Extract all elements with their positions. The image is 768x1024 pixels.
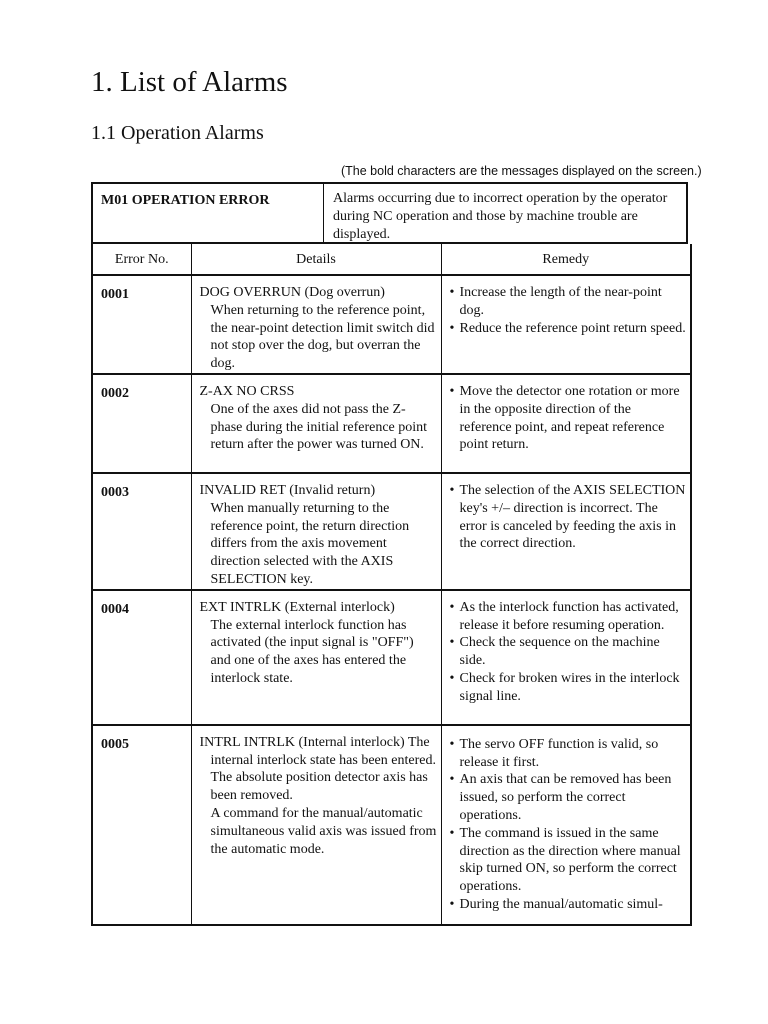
remedy-item: • Increase the length of the near-point dog. [450, 284, 687, 320]
alarm-message: INVALID RET (Invalid return) [199, 482, 376, 498]
error-number: 0002 [92, 374, 191, 473]
alarm-message: EXT INTRLK (External interlock) [199, 599, 395, 615]
alarm-remedy [441, 374, 691, 473]
alarm-message: Z-AX NO CRSS [199, 383, 295, 399]
remedy-item: • Reduce the reference point return speed. [450, 320, 687, 338]
error-number: 0005 [92, 725, 191, 925]
section-title: 1.1 Operation Alarms [91, 122, 264, 144]
alarm-table [91, 244, 692, 926]
alarm-detail-text: When manually returning to the reference point, the return direction differs from the axis movement direction selected with the AXIS SELECTION key. [210, 500, 410, 587]
remedy-item: • An axis that can be removed has been issued, so perform the correct operations. [450, 771, 687, 824]
alarm-details [191, 725, 441, 925]
table-row [92, 374, 691, 473]
alarm-category-code: M01 OPERATION ERROR [93, 184, 324, 242]
table-header-row [92, 244, 691, 275]
alarm-remedy [441, 725, 691, 925]
remedy-item: • Check for broken wires in the interlock signal line. [450, 670, 687, 706]
column-header-remedy: Remedy [441, 244, 691, 275]
remedy-item: • Check the sequence on the machine side. [450, 634, 687, 670]
error-number: 0001 [92, 275, 191, 374]
alarm-detail-text: The absolute position detector axis has been removed. [210, 770, 428, 804]
alarm-details [191, 590, 441, 725]
alarm-message: DOG OVERRUN (Dog overrun) [199, 285, 385, 300]
alarm-detail-text: One of the axes did not pass the Z-phase during the initial reference point return after the power was turned ON. [210, 401, 428, 453]
remedy-item: • The selection of the AXIS SELECTION key's +/– direction is incorrect. The error is canceled by feeding the axis in the correct direction. [450, 482, 687, 553]
remedy-item: • Move the detector one rotation or more in the opposite direction of the reference point, and repeat reference point return. [450, 383, 687, 454]
column-header-error-no: Error No. [92, 244, 191, 275]
alarm-category-description: Alarms occurring due to incorrect operation by the operator during NC operation and those by machine trouble are displayed. [333, 191, 668, 242]
alarm-remedy [441, 473, 691, 590]
alarm-remedy [441, 275, 691, 374]
alarm-detail-text: When returning to the reference point, the near-point detection limit switch did not stop over the dog, but overran the dog. [210, 302, 435, 372]
table-row [92, 473, 691, 590]
alarm-category-header [91, 182, 688, 244]
alarm-remedy [441, 590, 691, 725]
alarm-details [191, 374, 441, 473]
table-row [92, 725, 691, 925]
remedy-item: • During the manual/automatic simul- [450, 896, 687, 914]
bold-characters-note: (The bold characters are the messages displayed on the screen.) [341, 164, 702, 178]
alarm-details [191, 473, 441, 590]
alarm-message: INTRL INTRLK (Internal interlock) The internal interlock state has been entered. [199, 734, 436, 768]
column-header-details: Details [191, 244, 441, 275]
remedy-item: • The servo OFF function is valid, so release it first. [450, 736, 687, 772]
error-number: 0003 [92, 473, 191, 590]
alarm-detail-text: A command for the manual/automatic simultaneous valid axis was issued from the automatic mode. [210, 805, 437, 857]
table-row [92, 275, 691, 374]
remedy-item: • As the interlock function has activated, release it before resuming operation. [450, 599, 687, 635]
alarm-detail-text: The external interlock function has activated (the input signal is "OFF") and one of the axes has entered the interlock state. [210, 617, 414, 686]
error-number: 0004 [92, 590, 191, 725]
page-title: 1. List of Alarms [91, 66, 288, 98]
table-row [92, 590, 691, 725]
alarm-details [191, 275, 441, 374]
remedy-item: • The command is issued in the same direction as the direction where manual skip turned ON, so perform the correct operations. [450, 825, 687, 896]
